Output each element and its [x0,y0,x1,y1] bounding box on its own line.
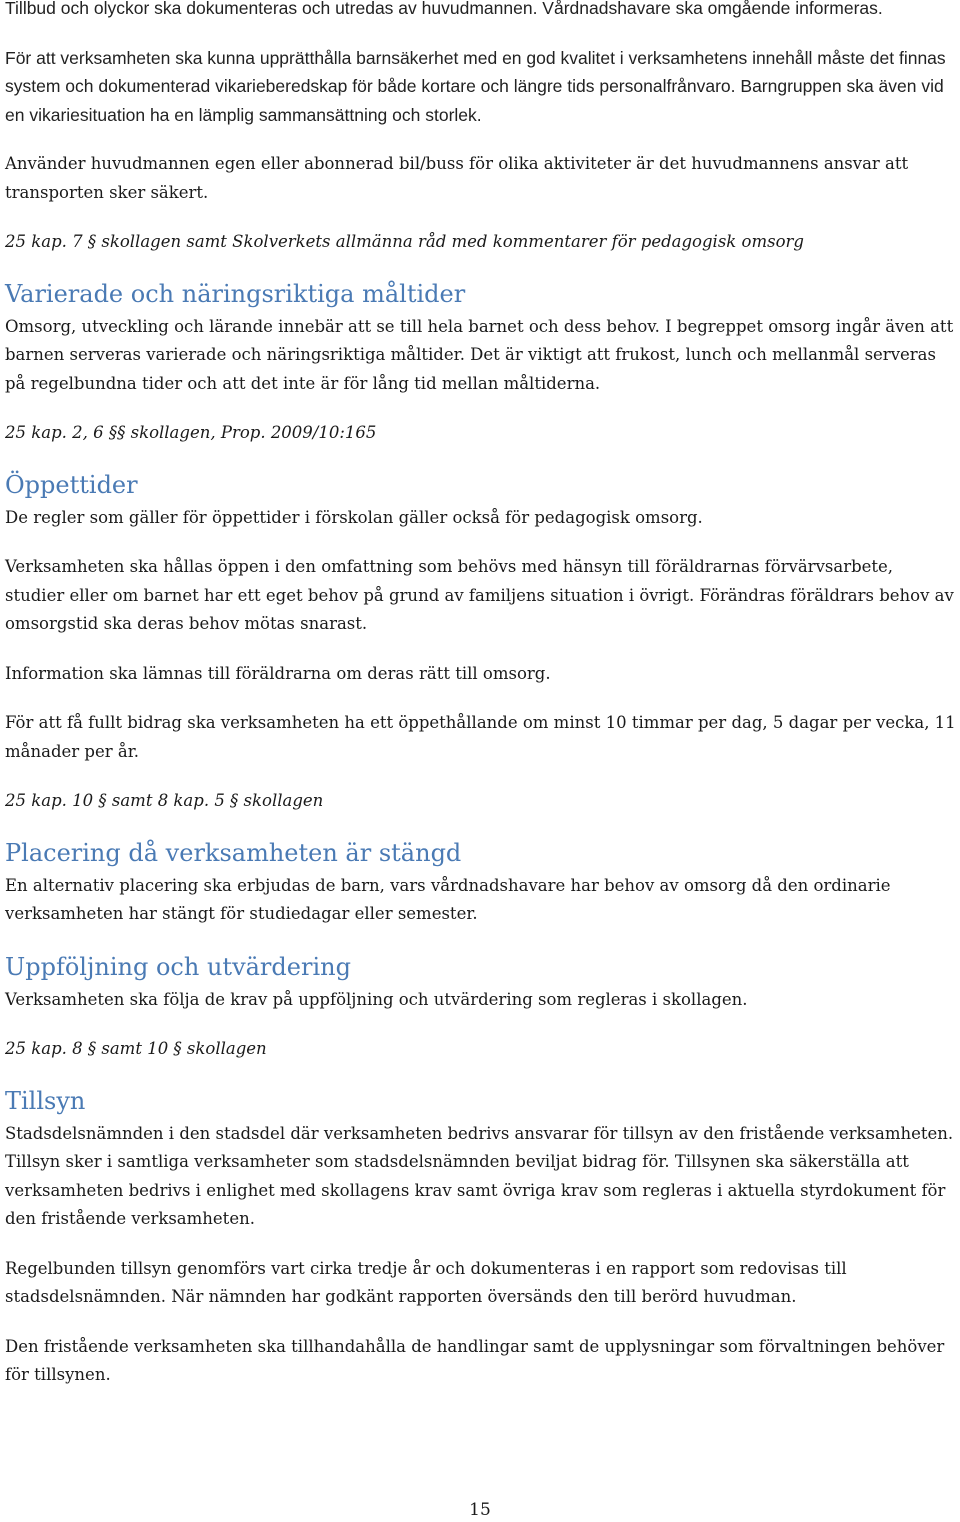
section-heading: Tillsyn [5,1086,86,1115]
section-paragraph: De regler som gäller för öppettider i förskolan gäller också för pedagogisk omsorg. [5,507,703,527]
page-number: 15 [469,1500,491,1520]
section-paragraph: Den fristående verksamheten ska tillhandahålla de handlingar samt de upplysningar som förvaltningen behöver för tillsynen. [5,1336,945,1384]
section-heading: Uppföljning och utvärdering [5,952,351,981]
section-heading: Placering då verksamheten är stängd [5,838,462,867]
section-paragraph: Omsorg, utveckling och lärande innebär att se till hela barnet och dess behov. I begreppet omsorg ingår även att barnen serveras varierade och näringsriktiga måltider. Det är viktigt att frukost, lunch och mellanmål serveras på regelbundna tider och att det inte är för lång tid mellan måltiderna. [5,316,954,393]
paragraph-incidents: Tillbud och olyckor ska dokumenteras och utredas av huvudmannen. Vårdnadshavare ska omgående informeras. [5,0,883,18]
section-follow-up [5,950,957,1064]
document-page [5,0,957,1411]
section-meals [5,277,957,448]
legal-reference: 25 kap. 7 § skollagen samt Skolverkets allmänna råd med kommentarer för pedagogisk omsorg [5,232,804,251]
paragraph-staff-absence: För att verksamheten ska kunna upprätthålla barnsäkerhet med en god kvalitet i verksamhetens innehåll måste det finnas system och dokumenterad vikarieberedskap för både kortare och längre tids personalfrånvaro. Barngruppen ska även vid en vikariesituation ha en lämplig sammansättning och storlek. [5,47,946,125]
legal-reference: 25 kap. 10 § samt 8 kap. 5 § skollagen [5,791,324,810]
section-paragraph: Regelbunden tillsyn genomförs vart cirka tredje år och dokumenteras i en rapport som redovisas till stadsdelsnämnden. När nämnden har godkänt rapporten översänds den till berörd huvudman. [5,1258,847,1306]
legal-reference: 25 kap. 8 § samt 10 § skollagen [5,1039,267,1058]
section-paragraph: En alternativ placering ska erbjudas de barn, vars vårdnadshavare har behov av omsorg då den ordinarie verksamheten har stängt för studiedagar eller semester. [5,875,891,923]
section-closed-placement [5,836,957,929]
section-paragraph: Verksamheten ska hållas öppen i den omfattning som behövs med hänsyn till föräldrarnas förvärvsarbete, studier eller om barnet har ett eget behov på grund av familjens situation i övrigt. Förändras föräldrars behov av omsorgstid ska deras behov mötas snarast. [5,557,954,633]
section-paragraph: Verksamheten ska följa de krav på uppföljning och utvärdering som regleras i skollagen. [5,989,748,1009]
section-heading: Varierade och näringsriktiga måltider [5,279,466,308]
section-paragraph: För att få fullt bidrag ska verksamheten ha ett öppethållande om minst 10 timmar per dag, 5 dagar per vecka, 11 månader per år. [5,713,956,761]
legal-reference: 25 kap. 2, 6 §§ skollagen, Prop. 2009/10:165 [5,423,377,442]
section-supervision [5,1084,957,1390]
section-heading: Öppettider [5,470,138,499]
section-paragraph: Information ska lämnas till föräldrarna om deras rätt till omsorg. [5,663,551,683]
section-paragraph: Stadsdelsnämnden i den stadsdel där verksamheten bedrivs ansvarar för tillsyn av den fristående verksamheten. Tillsyn sker i samtliga verksamheter som stadsdelsnämnden beviljat bidrag för. Tillsynen ska säkerställa att verksamheten bedrivs i enlighet med skollagens krav samt övriga krav som regleras i aktuella styrdokument för den fristående verksamheten. [5,1123,954,1228]
section-opening-hours [5,468,957,816]
paragraph-transport: Använder huvudmannen egen eller abonnerad bil/buss för olika aktiviteter är det huvudmannens ansvar att transporten sker säkert. [5,154,909,202]
